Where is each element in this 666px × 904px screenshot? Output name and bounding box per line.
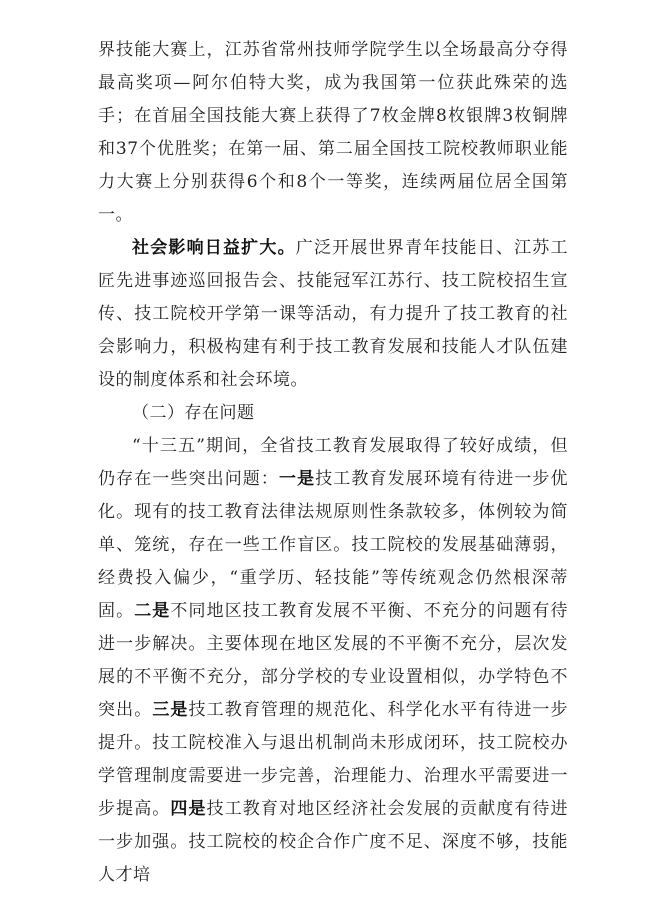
point-label-3: 三是 <box>152 700 189 720</box>
point-text-3: 技工教育管理的规范化、科学化水平有待进一步提升。技工院校准入与退出机制尚未形成闭环，技工院校办学管理制度需要进一步完善，治理能力、治理水平需要进一步提高。 <box>98 700 569 819</box>
document-body <box>98 34 568 892</box>
point-label-2: 二是 <box>134 601 171 621</box>
point-text-4: 技工教育对地区经济社会发展的贡献度有待进一步加强。技工院校的校企合作广度不足、深度不够，技能人才培 <box>98 799 569 885</box>
paragraph-lead-heading: 社会影响日益扩大。 <box>132 238 296 258</box>
paragraph-text: 界技能大赛上，江苏省常州技师学院学生以全场最高分夺得最高奖项—阿尔伯特大奖，成为我国第一位获此殊荣的选手；在首届全国技能大赛上获得了7枚金牌8枚银牌3枚铜牌和37个优胜奖；在第一届、第二届全国技工院校教师职业能力大赛上分别获得6个和8个一等奖，连续两届位居全国第一。 <box>98 40 568 225</box>
paragraph-intro: “十三五”期间，全省技工教育发展取得了较好成绩，但仍存在一些突出问题： <box>98 436 568 489</box>
point-label-1: 一是 <box>279 469 316 489</box>
paragraph-text: 广泛开展世界青年技能日、江苏工匠先进事迹巡回报告会、技能冠军江苏行、技工院校招生宣传、技工院校开学第一课等活动，有力提升了技工教育的社会影响力，积极构建有利于技工教育发展和技能人才队伍建设的制度体系和社会环境。 <box>98 238 569 390</box>
paragraph-awards <box>98 34 568 232</box>
paragraph-social-impact <box>98 232 568 397</box>
point-label-4: 四是 <box>170 799 207 819</box>
point-text-1: 技工教育发展环境有待进一步优化。现有的技工教育法律法规原则性条款较多，体例较为简单、笼统，存在一些工作盲区。技工院校的发展基础薄弱，经费投入偏少，“重学历、轻技能”等传统观念仍然根深蒂固。 <box>98 469 569 621</box>
section-heading: （二）存在问题 <box>132 403 255 423</box>
point-text-2: 不同地区技工教育发展不平衡、不充分的问题有待进一步解决。主要体现在地区发展的不平衡不充分，层次发展的不平衡不充分，部分学校的专业设置相似，办学特色不突出。 <box>98 601 569 720</box>
paragraph-problems <box>98 430 568 892</box>
